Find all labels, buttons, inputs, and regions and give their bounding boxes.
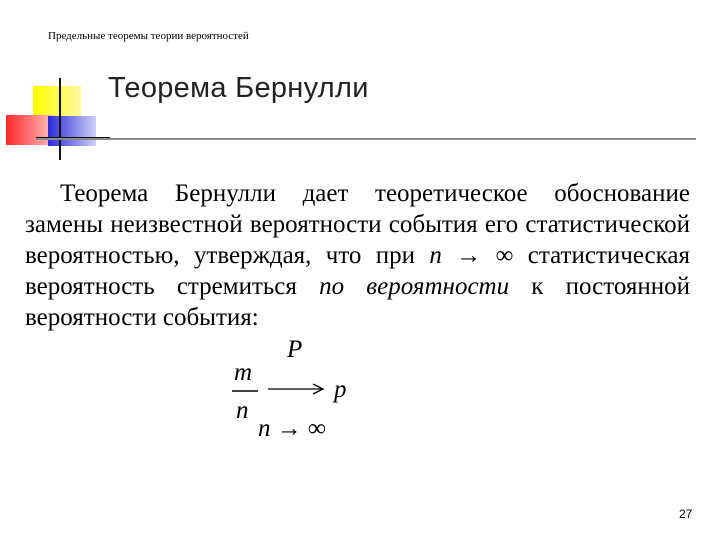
- statement-text-1: Теорема Бернулли дает теоретическое обоснование замены неизвестной вероятности события его статистической вероятностью, утверждая, что при: [25, 180, 690, 269]
- theorem-statement: [25, 178, 690, 333]
- deco-yellow-square: [33, 86, 81, 116]
- formula-limit-condition: n → ∞: [258, 415, 326, 442]
- decorative-squares: [0, 0, 110, 170]
- deco-blue-square: [48, 116, 96, 146]
- page-number: 27: [679, 507, 693, 521]
- formula-limit-value: p: [334, 376, 347, 403]
- formula-denominator: n: [236, 397, 249, 424]
- statement-text-3: к постоянной вероятности события:: [25, 273, 690, 331]
- slide-header-caption: Предельные теоремы теории вероятностей: [48, 30, 249, 42]
- formula-probability-label: P: [287, 336, 303, 363]
- deco-red-square: [6, 115, 54, 145]
- statement-emphasis: по вероятности: [319, 273, 510, 300]
- formula-numerator: m: [234, 359, 253, 386]
- deco-vertical-line: [59, 78, 61, 160]
- slide-title: Теорема Бернулли: [108, 72, 369, 104]
- title-divider: [36, 138, 696, 140]
- statement-text-2: статистическая вероятность стремиться: [25, 242, 691, 300]
- variable-n: n: [429, 242, 442, 269]
- tends-to-infinity: → ∞: [441, 242, 514, 269]
- convergence-arrow-head: [313, 384, 323, 394]
